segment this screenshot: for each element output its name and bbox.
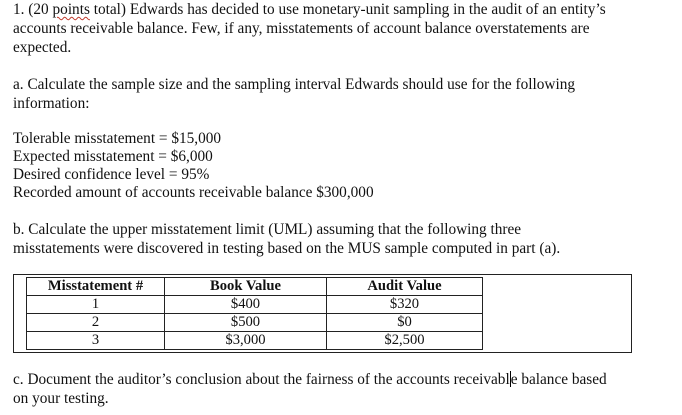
header-misstatement-number: Misstatement # <box>27 278 165 296</box>
question-intro-text: total) Edwards has decided to use monetary-unit sampling in the audit of an entity’s <box>89 1 606 18</box>
table-header-row <box>27 278 483 296</box>
table-row <box>27 332 483 350</box>
cell-audit-value: $0 <box>327 314 483 332</box>
part-c-line-2: on your testing. <box>13 390 109 407</box>
part-c-text-before-cursor: c. Document the auditor’s conclusion about the fairness of the accounts receivabl <box>13 371 510 388</box>
tolerable-misstatement: Tolerable misstatement = $15,000 <box>13 130 222 147</box>
misstatement-table-frame <box>13 274 632 353</box>
header-book-value: Book Value <box>165 278 327 296</box>
part-b-line-1: b. Calculate the upper misstatement limit (UML) assuming that the following three <box>13 221 522 238</box>
part-a-line-2: information: <box>13 95 90 112</box>
question-intro-line-2: accounts receivable balance. Few, if any, misstatements of account balance overstatements are <box>13 20 590 37</box>
cell-misstatement-number: 1 <box>27 296 165 314</box>
question-number: 1. (20 <box>13 1 53 18</box>
misstatement-table <box>26 277 483 350</box>
cell-misstatement-number: 2 <box>27 314 165 332</box>
cell-misstatement-number: 3 <box>27 332 165 350</box>
document-body <box>13 0 673 408</box>
part-a-parameters <box>13 130 673 202</box>
cell-book-value: $400 <box>165 296 327 314</box>
part-c-text-after-cursor: e balance based <box>510 371 607 388</box>
spellcheck-word-points[interactable]: points <box>52 1 90 18</box>
cell-book-value: $500 <box>165 314 327 332</box>
cell-audit-value: $320 <box>327 296 483 314</box>
cell-audit-value: $2,500 <box>327 332 483 350</box>
expected-misstatement: Expected misstatement = $6,000 <box>13 148 213 165</box>
confidence-level: Desired confidence level = 95% <box>13 166 210 183</box>
question-intro-line-3: expected. <box>13 39 72 56</box>
question-intro-line-1 <box>13 0 673 19</box>
header-audit-value: Audit Value <box>327 278 483 296</box>
part-a-line-1: a. Calculate the sample size and the sampling interval Edwards should use for the following <box>13 76 576 93</box>
table-row <box>27 314 483 332</box>
recorded-amount: Recorded amount of accounts receivable balance $300,000 <box>13 184 374 201</box>
cell-book-value: $3,000 <box>165 332 327 350</box>
table-row <box>27 296 483 314</box>
part-c-line-1[interactable] <box>13 370 673 389</box>
part-b-line-2: misstatements were discovered in testing based on the MUS sample computed in part (a). <box>13 240 561 257</box>
